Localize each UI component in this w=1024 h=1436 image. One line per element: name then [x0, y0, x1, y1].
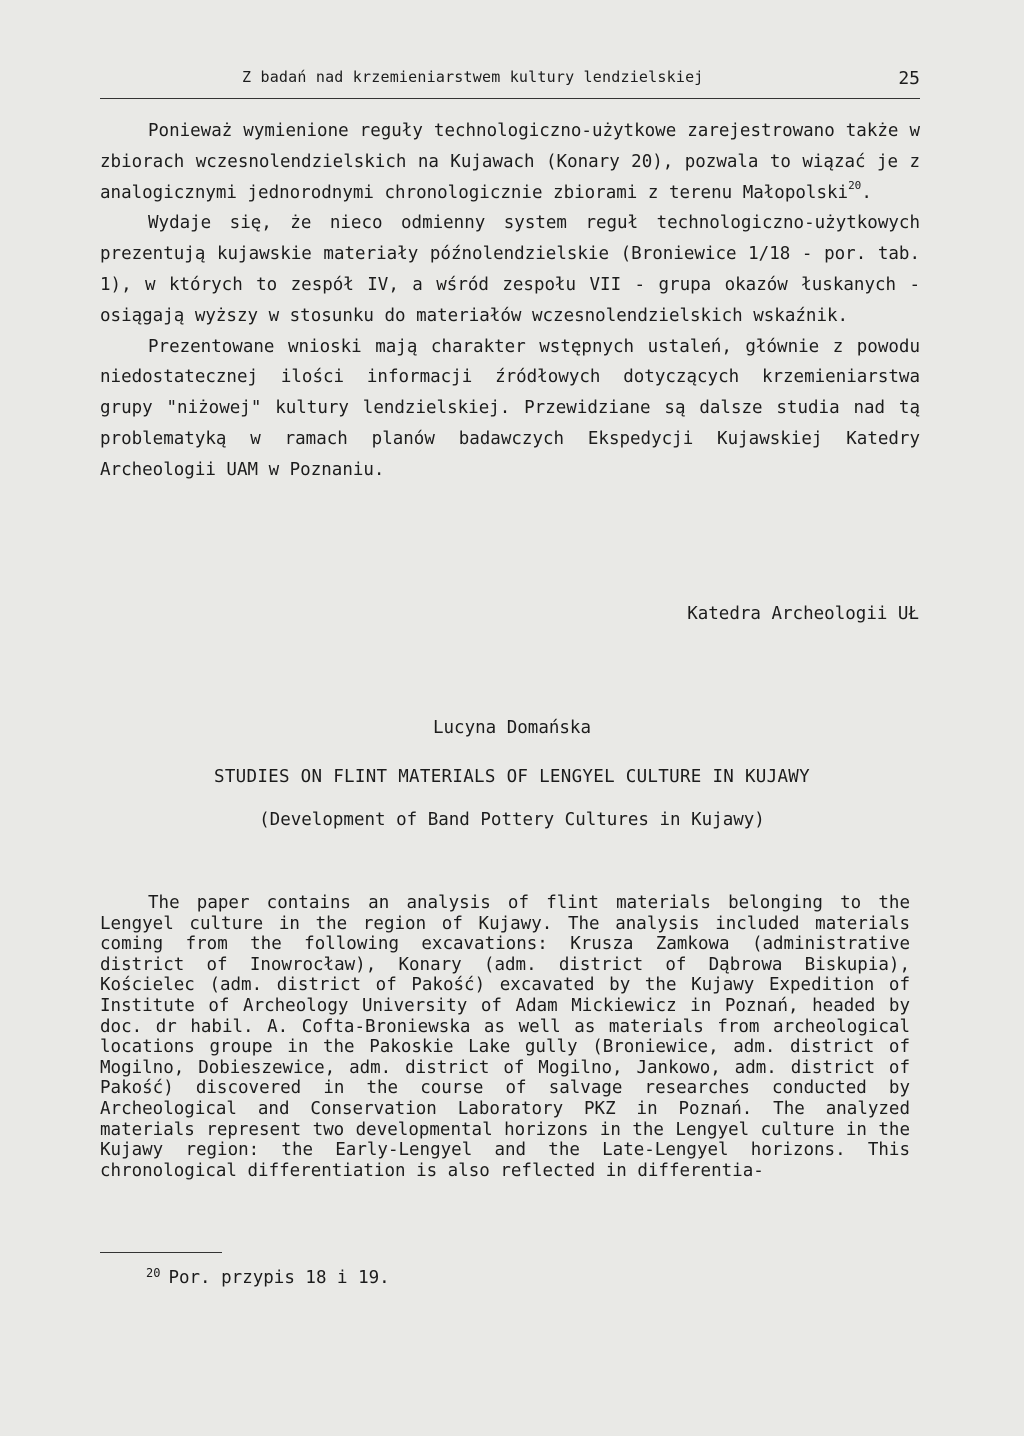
- footnote: [146, 1268, 390, 1288]
- footnote-marker: 20: [146, 1266, 161, 1280]
- polish-text: [100, 116, 920, 486]
- page-number: 25: [898, 68, 920, 89]
- affiliation: Katedra Archeologii UŁ: [687, 604, 919, 624]
- paragraph-1-text: Ponieważ wymienione reguły technologiczno-użytkowe zarejestrowano także w zbiorach wczesnolendzielskich na Kujawach (Konary 20), pozwala to wiązać je z analogicznymi jednorodnymi chronologicznie zbiorami z terenu Małopolski: [100, 121, 920, 203]
- english-subtitle: (Development of Band Pottery Cultures in Kujawy): [259, 810, 765, 830]
- footnote-text: Por. przypis 18 i 19.: [168, 1268, 390, 1288]
- paragraph-3: Prezentowane wnioski mają charakter wstępnych ustaleń, głównie z powodu niedostatecznej ilości informacji źródłowych dotyczących krzemieniarstwa grupy "niżowej" kultury lendzielskiej. Przewidziane są dalsze studia nad tą problematyką w ramach planów badawczych Ekspedycji Kujawskiej Katedry Archeologii UAM w Poznaniu.: [100, 336, 920, 480]
- english-abstract: The paper contains an analysis of flint materials belonging to the Lengyel culture in the region of Kujawy. The analysis included materials coming from the following excavations: Krusza Zamkowa (administrative district of Inowrocław), Konary (adm. district of Dąbrowa Biskupia), Kościelec (adm. district of Pakość) excavated by the Kujawy Expedition of Institute of Archeology University of Adam Mickiewicz in Poznań, headed by doc. dr habil. A. Cofta-Broniewska as well as materials from archeological locations groupe in the Pakoskie Lake gully (Broniewice, adm. district of Mogilno, Dobieszewice, adm. district of Mogilno, Jankowo, adm. district of Pakość) discovered in the course of salvage researches conducted by Archeological and Conservation Laboratory PKZ in Poznań. The analyzed materials represent two developmental horizons in the Lengyel culture in the Kujawy region: the Early-Lengyel and the Late-Lengyel horizons. This chronological differentiation is also reflected in differentia-: [100, 893, 910, 1181]
- running-header: [100, 68, 920, 99]
- paragraph-2: Wydaje się, że nieco odmienny system reguł technologiczno-użytkowych prezentują kujawskie materiały późnolendzielskie (Broniewice 1/18 - por. tab. 1), w których to zespół IV, a wśród zespołu VII - grupa okazów łuskanych - osiągają wyższy w stosunku do materiałów wczesnolendzielskich wskaźnik.: [100, 213, 920, 326]
- footnote-rule: [100, 1252, 222, 1253]
- paragraph-1: [100, 116, 920, 208]
- paragraph-1-end: .: [861, 182, 872, 203]
- english-title: STUDIES ON FLINT MATERIALS OF LENGYEL CULTURE IN KUJAWY: [214, 767, 810, 787]
- author: Lucyna Domańska: [432, 718, 592, 738]
- running-title: Z badań nad krzemieniarstwem kultury lendzielskiej: [242, 68, 704, 86]
- footnote-ref: 20: [848, 178, 862, 192]
